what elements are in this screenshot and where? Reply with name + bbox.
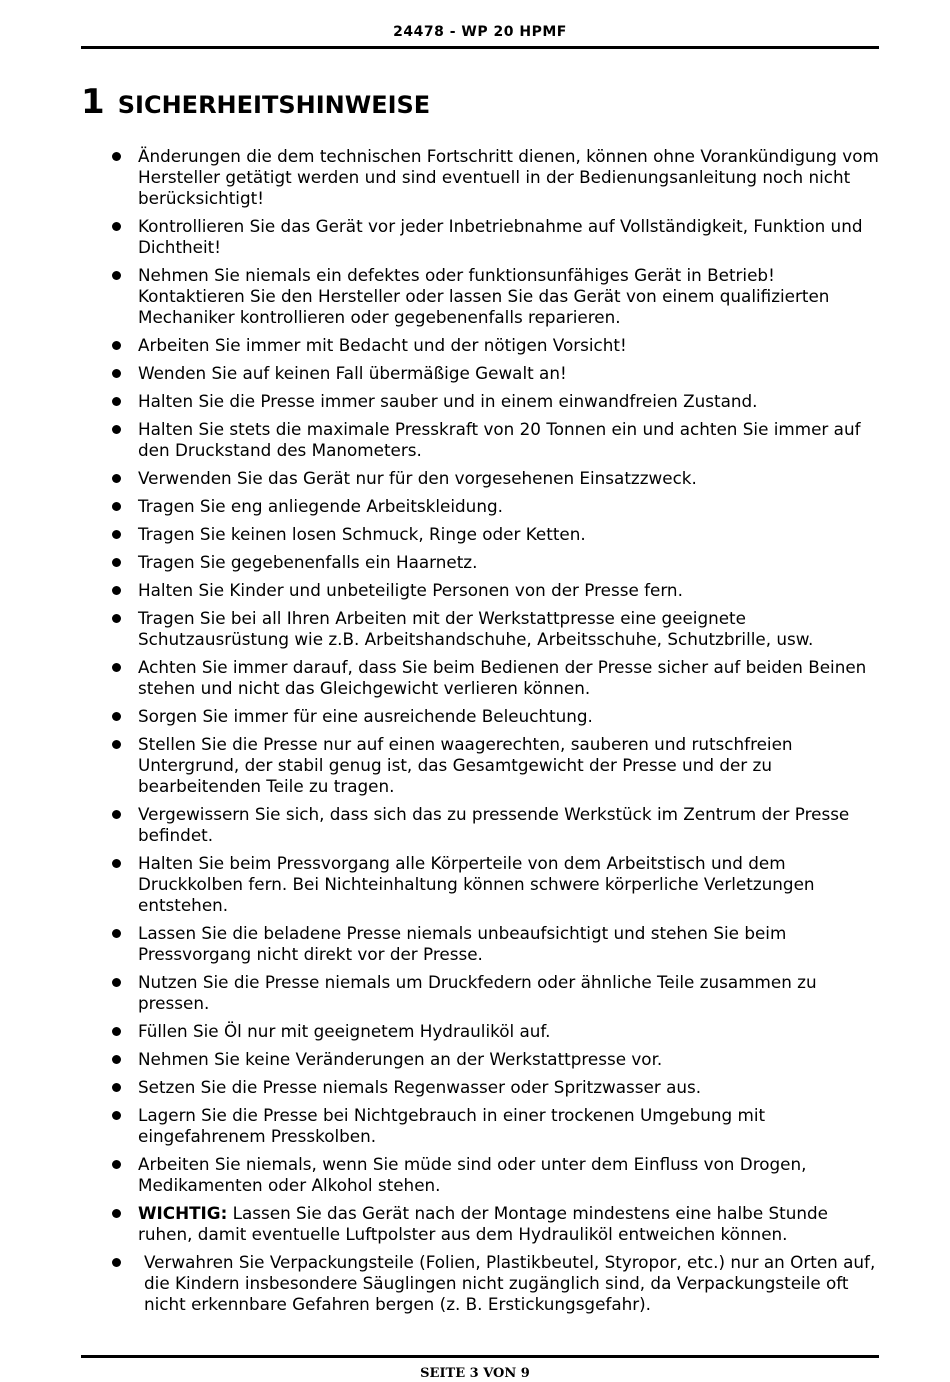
list-item: Vergewissern Sie sich, dass sich das zu pressende Werkstück im Zentrum der Presse befindet. <box>110 804 880 846</box>
list-item: Halten Sie die Presse immer sauber und in einem einwandfreien Zustand. <box>110 391 880 412</box>
list-item: Lassen Sie die beladene Presse niemals unbeaufsichtigt und stehen Sie beim Pressvorgang nicht direkt vor der Presse. <box>110 923 880 965</box>
list-item: Halten Sie stets die maximale Presskraft von 20 Tonnen ein und achten Sie immer auf den Druckstand des Manometers. <box>110 419 880 461</box>
document-header-title: 24478 - WP 20 HPMF <box>393 24 567 40</box>
important-notice-item <box>110 1203 880 1245</box>
section-title: SICHERHEITSHINWEISE <box>117 91 431 119</box>
page-number-footer: SEITE 3 VON 9 <box>420 1366 530 1381</box>
list-item: Kontrollieren Sie das Gerät vor jeder Inbetriebnahme auf Vollständigkeit, Funktion und Dichtheit! <box>110 216 880 258</box>
list-item: Tragen Sie gegebenenfalls ein Haarnetz. <box>110 552 880 573</box>
header-rule <box>81 46 879 49</box>
section-number: 1 <box>81 82 105 122</box>
list-item: Achten Sie immer darauf, dass Sie beim Bedienen der Presse sicher auf beiden Beinen stehen und nicht das Gleichgewicht verlieren können. <box>110 657 880 699</box>
list-item: Verwenden Sie das Gerät nur für den vorgesehenen Einsatzzweck. <box>110 468 880 489</box>
list-item: Tragen Sie keinen losen Schmuck, Ringe oder Ketten. <box>110 524 880 545</box>
important-text: Lassen Sie das Gerät nach der Montage mindestens eine halbe Stunde ruhen, damit eventuelle Luftpolster aus dem Hydrauliköl entweichen können. <box>138 1203 828 1244</box>
list-item: Tragen Sie eng anliegende Arbeitskleidung. <box>110 496 880 517</box>
list-item: Wenden Sie auf keinen Fall übermäßige Gewalt an! <box>110 363 880 384</box>
list-item: Arbeiten Sie immer mit Bedacht und der nötigen Vorsicht! <box>110 335 880 356</box>
list-item: Nehmen Sie niemals ein defektes oder funktionsunfähiges Gerät in Betrieb! Kontaktieren Sie den Hersteller oder lassen Sie das Gerät von einem qualifizierten Mechaniker kontrollieren oder gegebenenfalls reparieren. <box>110 265 880 328</box>
section-heading <box>81 82 430 122</box>
list-item: Halten Sie beim Pressvorgang alle Körperteile von dem Arbeitstisch und dem Druckkolben fern. Bei Nichteinhaltung können schwere körperliche Verletzungen entstehen. <box>110 853 880 916</box>
safety-instructions-list <box>110 146 880 1322</box>
list-item: Füllen Sie Öl nur mit geeignetem Hydrauliköl auf. <box>110 1021 880 1042</box>
list-item: Lagern Sie die Presse bei Nichtgebrauch in einer trockenen Umgebung mit eingefahrenem Presskolben. <box>110 1105 880 1147</box>
list-item: Stellen Sie die Presse nur auf einen waagerechten, sauberen und rutschfreien Untergrund, der stabil genug ist, das Gesamtgewicht der Presse und der zu bearbeitenden Teile zu tragen. <box>110 734 880 797</box>
footer-rule <box>81 1355 879 1358</box>
important-label: WICHTIG: <box>138 1203 228 1223</box>
list-item: Setzen Sie die Presse niemals Regenwasser oder Spritzwasser aus. <box>110 1077 880 1098</box>
list-item: Tragen Sie bei all Ihren Arbeiten mit der Werkstattpresse eine geeignete Schutzausrüstung wie z.B. Arbeitshandschuhe, Arbeitsschuhe, Schutzbrille, usw. <box>110 608 880 650</box>
list-item: Verwahren Sie Verpackungsteile (Folien, Plastikbeutel, Styropor, etc.) nur an Orten auf, die Kindern insbesondere Säuglingen nicht zugänglich sind, da Verpackungsteile oft nicht erkennbare Gefahren bergen (z. B. Erstickungsgefahr). <box>110 1252 880 1315</box>
list-item: Sorgen Sie immer für eine ausreichende Beleuchtung. <box>110 706 880 727</box>
list-item: Nutzen Sie die Presse niemals um Druckfedern oder ähnliche Teile zusammen zu pressen. <box>110 972 880 1014</box>
list-item: Änderungen die dem technischen Fortschritt dienen, können ohne Vorankündigung vom Hersteller getätigt werden und sind eventuell in der Bedienungsanleitung noch nicht berücksichtigt! <box>110 146 880 209</box>
list-item: Arbeiten Sie niemals, wenn Sie müde sind oder unter dem Einfluss von Drogen, Medikamenten oder Alkohol stehen. <box>110 1154 880 1196</box>
list-item: Nehmen Sie keine Veränderungen an der Werkstattpresse vor. <box>110 1049 880 1070</box>
list-item: Halten Sie Kinder und unbeteiligte Personen von der Presse fern. <box>110 580 880 601</box>
